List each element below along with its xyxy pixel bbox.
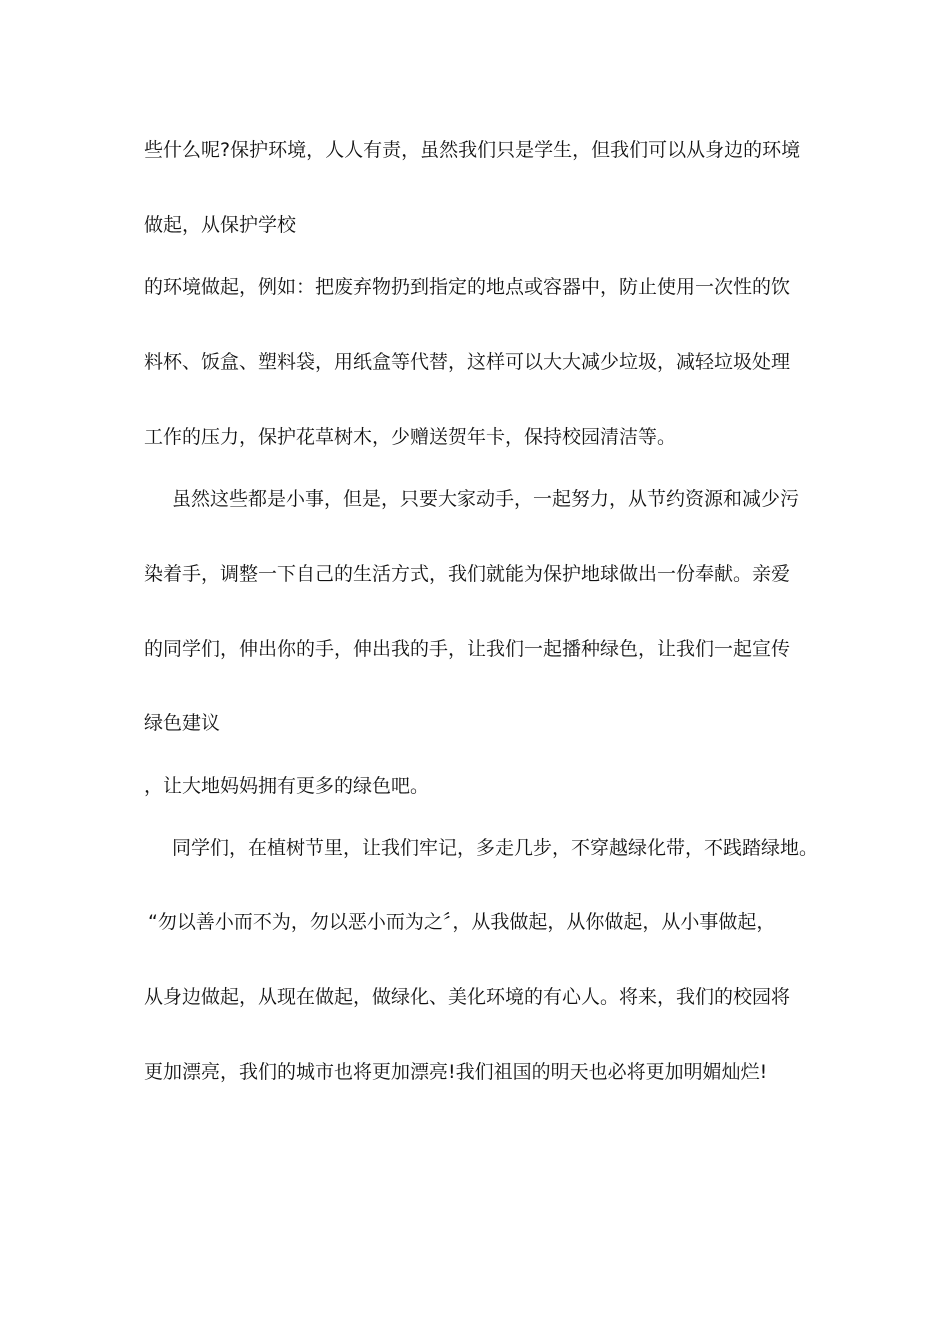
text-line: 绿色建议	[144, 712, 221, 734]
text-line: 从身边做起，从现在做起，做绿化、美化环境的有心人。将来，我们的校园将	[144, 986, 791, 1008]
text-line: 染着手，调整一下自己的生活方式，我们就能为保护地球做出一份奉献。亲爱	[144, 563, 791, 585]
text-line: 些什么呢?保护环境，人人有责，虽然我们只是学生，但我们可以从身边的环境	[144, 139, 801, 161]
text-line: 做起，从保护学校	[144, 214, 297, 236]
paragraph-start-line: 虽然这些都是小事，但是，只要大家动手，一起努力，从节约资源和减少污	[172, 488, 800, 510]
text-line: ，让大地妈妈拥有更多的绿色吧。	[144, 775, 430, 797]
text-line: 更加漂亮，我们的城市也将更加漂亮!我们祖国的明天也必将更加明媚灿烂!	[144, 1061, 768, 1083]
text-line: 料杯、饭盒、塑料袋，用纸盒等代替，这样可以大大减少垃圾，减轻垃圾处理	[144, 351, 791, 373]
paragraph-start-line: 同学们，在植树节里，让我们牢记，多走几步，不穿越绿化带，不践踏绿地。	[172, 837, 819, 859]
quote-line: “勿以善小而不为，勿以恶小而为之〞，从我做起，从你做起，从小事做起，	[148, 911, 776, 933]
text-line: 工作的压力，保护花草树木，少赠送贺年卡，保持校园清洁等。	[144, 426, 677, 448]
text-line: 的同学们，伸出你的手，伸出我的手，让我们一起播种绿色，让我们一起宣传	[144, 638, 791, 660]
text-line: 的环境做起，例如：把废弃物扔到指定的地点或容器中，防止使用一次性的饮	[144, 276, 791, 298]
